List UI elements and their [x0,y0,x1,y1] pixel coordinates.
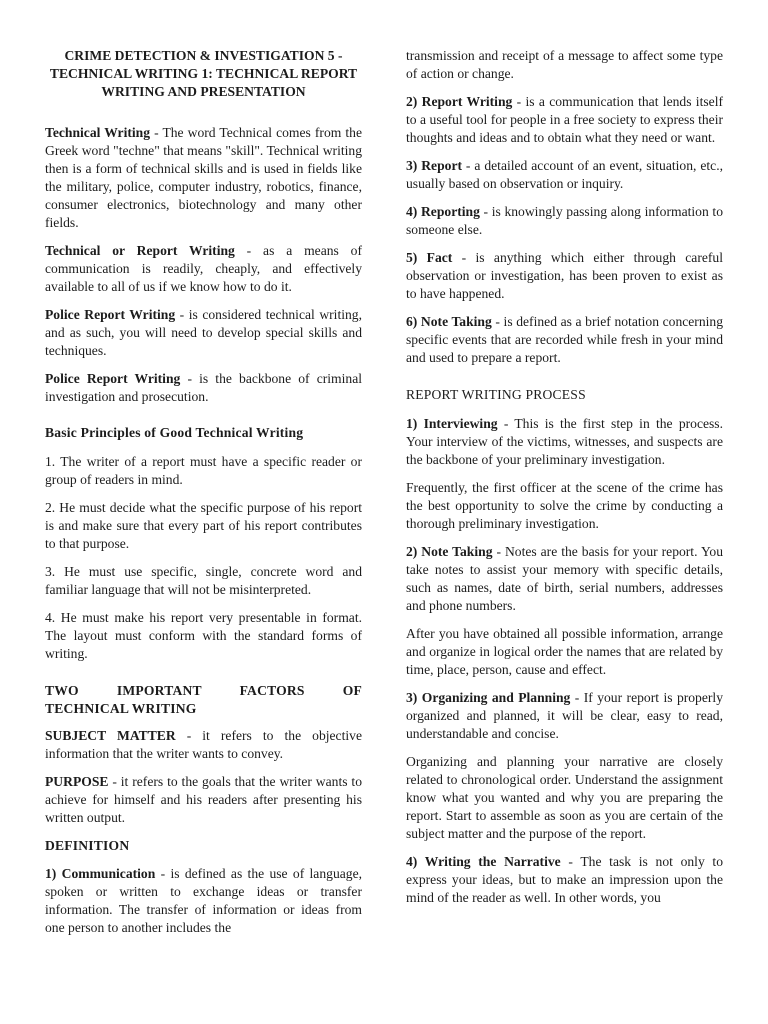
right-column [406,0,723,907]
definition-police-report-backbone: Police Report Writing - is the backbone of criminal investigation and prosecution. [45,371,363,404]
definition-reporting: 4) Reporting - is knowingly passing along information to someone else. [406,204,723,237]
principle-item: 2. He must decide what the specific purpose of his report is and make sure that every part of his report contributes to that purpose. [45,500,362,551]
step-writing-narrative: 4) Writing the Narrative - The task is not only to express your ideas, but to make an impression upon the mind of the reader as well. In other words, you [406,854,724,905]
definition-police-report-writing: Police Report Writing - is considered technical writing, and as such, you will need to develop special skills and techniques. [45,307,363,358]
factor-purpose: PURPOSE - it refers to the goals that the writer wants to achieve for himself and his readers after presenting his written output. [45,774,362,825]
document-title: CRIME DETECTION & INVESTIGATION 5 - TECHNICAL WRITING 1: TECHNICAL REPORT WRITING AND PRESENTATION [49,48,358,99]
left-column [45,0,362,937]
continued-text: transmission and receipt of a message to affect some type of action or change. [406,48,723,81]
principles-heading: Basic Principles of Good Technical Writing [45,425,304,440]
step-organizing: 3) Organizing and Planning - If your report is properly organized and planned, it will be clear, easy to read, understandable and concise. [406,690,723,741]
definition-report-writing-2: 2) Report Writing - is a communication that lends itself to a useful tool for people in a free society to express their thoughts and ideas and to obtain what they need or want. [406,94,723,145]
step-organizing-para: Organizing and planning your narrative are closely related to chronological order. Understand the assignment know what you wanted and why you are preparing the report. Start to assemble as soon as you are certain of the subject matter and the purpose of the report. [406,754,723,841]
factors-heading-line2: TECHNICAL WRITING [45,701,197,716]
step-note-taking: 2) Note Taking - Notes are the basis for your report. You take notes to assist your memory with specific details, such as names, date of birth, serial numbers, addresses and phone numbers. [406,544,723,613]
process-heading: REPORT WRITING PROCESS [406,387,586,402]
definition-technical-writing: Technical Writing - The word Technical comes from the Greek word "techne" that means "skill". Technical writing then is a form of technical skills and is used in fields like the military, police, computer industry, robotics, finance, consumer electronics, biotechnology and many other fields. [45,125,362,230]
definition-heading: DEFINITION [45,838,130,853]
definition-report-writing: Technical or Report Writing - as a means of communication is readily, cheaply, and effectively available to all of us if we know how to do it. [45,243,362,294]
step-interviewing: 1) Interviewing - This is the first step in the process. Your interview of the victims, witnesses, and suspects are the backbone of your preliminary investigation. [406,416,723,467]
principle-item: 4. He must make his report very presentable in format. The layout must conform with the standard forms of writing. [45,610,362,661]
definition-communication: 1) Communication - is defined as the use of language, spoken or written to exchange ideas or transfer information. The transfer of information or ideas from one person to another includes the [45,866,362,935]
principle-item: 3. He must use specific, single, concrete word and familiar language that will not be misinterpreted. [45,564,362,597]
factor-subject-matter: SUBJECT MATTER - it refers to the objective information that the writer wants to convey. [45,728,362,761]
definition-report: 3) Report - a detailed account of an event, situation, etc., usually based on observation or inquiry. [406,158,723,191]
definition-note-taking: 6) Note Taking - is defined as a brief notation concerning specific events that are recorded while fresh in your mind and used to prepare a report. [406,314,723,365]
definition-fact: 5) Fact - is anything which either through careful observation or investigation, has been proven to exist as to have happened. [406,250,723,301]
step-interviewing-para: Frequently, the first officer at the scene of the crime has the best opportunity to solve the crime by conducting a thorough preliminary investigation. [406,480,723,531]
step-note-taking-para: After you have obtained all possible information, arrange and organize in logical order the names that are related by time, place, person, cause and effect. [406,626,723,677]
principle-item: 1. The writer of a report must have a specific reader or group of readers in mind. [45,454,362,487]
factors-heading-line1: TWO IMPORTANT FACTORS OF [45,683,362,698]
